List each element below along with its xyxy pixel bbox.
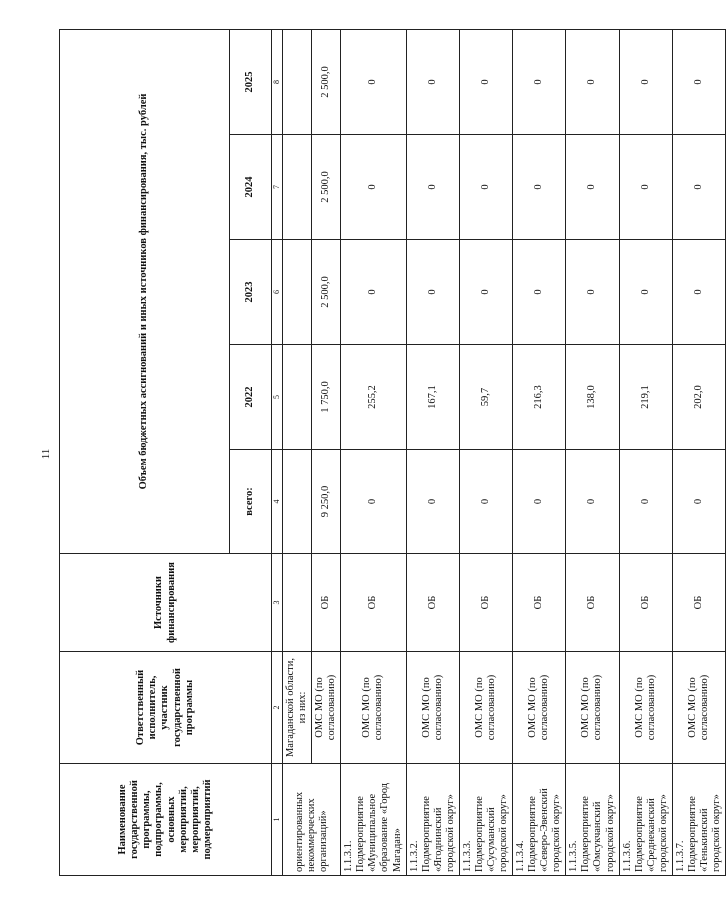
value-cell: 0 xyxy=(459,240,512,345)
row-name: 1.1.3.1. Подмероприятие «Муниципальное образование «Город Магадан» xyxy=(341,764,406,876)
row-source: ОБ xyxy=(566,554,619,652)
value-cell: 0 xyxy=(566,240,619,345)
header-col2: Ответственный исполнитель, участник государственной программы xyxy=(60,652,272,764)
index-cell: 5 xyxy=(272,345,283,450)
row-name: 1.1.3.2. Подмероприятие «Ягоднинский городской округ» xyxy=(406,764,459,876)
value-cell: 0 xyxy=(459,135,512,240)
row-source: ОБ xyxy=(672,554,725,652)
value-cell: 2 500,0 xyxy=(312,29,341,134)
table-row xyxy=(566,29,619,875)
financing-table xyxy=(59,29,726,876)
value-cell: 0 xyxy=(566,450,619,554)
value-cell: 0 xyxy=(341,135,406,240)
header-col1: Наименование государственной программы, подпрограммы, основных мероприятий, мероприятий, подмероприятий xyxy=(60,764,272,876)
value-cell: 0 xyxy=(406,240,459,345)
table-body xyxy=(341,29,726,875)
rotated-page xyxy=(59,30,722,876)
row-executor: ОМС МО (по согласованию) xyxy=(406,652,459,764)
value-cell: 0 xyxy=(672,29,725,134)
value-cell: 0 xyxy=(341,240,406,345)
table-row xyxy=(513,29,566,875)
row-name: 1.1.3.6. Подмероприятие «Среднеканский городской округ» xyxy=(619,764,672,876)
value-cell: 0 xyxy=(619,450,672,554)
index-cell: 2 xyxy=(272,652,283,764)
value-cell: 2 500,0 xyxy=(312,240,341,345)
row-executor: Магаданской области, из них: xyxy=(283,652,312,764)
value-cell: 0 xyxy=(406,29,459,134)
value-cell: 0 xyxy=(406,135,459,240)
row-source: ОБ xyxy=(341,554,406,652)
value-cell: 0 xyxy=(341,450,406,554)
value-cell: 0 xyxy=(619,135,672,240)
row-source: ОБ xyxy=(459,554,512,652)
index-row xyxy=(272,29,283,875)
row-name: ориентированных некоммерческих организаций» xyxy=(283,764,341,876)
value-cell: 0 xyxy=(341,29,406,134)
value-cell: 0 xyxy=(513,29,566,134)
table-row xyxy=(459,29,512,875)
value-cell: 0 xyxy=(566,135,619,240)
table-row xyxy=(341,29,406,875)
row-source: ОБ xyxy=(619,554,672,652)
value-cell: 0 xyxy=(513,135,566,240)
table-row xyxy=(406,29,459,875)
row-executor: ОМС МО (по согласованию) xyxy=(341,652,406,764)
index-cell: 4 xyxy=(272,450,283,554)
value-cell: 202,0 xyxy=(672,345,725,450)
table-wrapper xyxy=(59,30,722,876)
value-cell: 1 750,0 xyxy=(312,345,341,450)
value-cell: 0 xyxy=(619,240,672,345)
value-cell: 0 xyxy=(459,29,512,134)
header-year: 2022 xyxy=(230,345,272,450)
index-cell: 1 xyxy=(272,764,283,876)
header-group: Объем бюджетных ассигнований и иных источников финансирования, тыс. рублей xyxy=(60,29,230,553)
row-name: 1.1.3.4. Подмероприятие «Северо-Эвенский городской округ» xyxy=(513,764,566,876)
value-cell: 216,3 xyxy=(513,345,566,450)
value-cell: 167,1 xyxy=(406,345,459,450)
header-year: 2024 xyxy=(230,135,272,240)
header-row xyxy=(60,29,230,875)
value-cell: 59,7 xyxy=(459,345,512,450)
value-cell: 255,2 xyxy=(341,345,406,450)
row-name: 1.1.3.5. Подмероприятие «Омсукчанский городской округ» xyxy=(566,764,619,876)
empty-cell xyxy=(283,135,312,240)
row-source: ОБ xyxy=(312,554,341,652)
value-cell: 219,1 xyxy=(619,345,672,450)
value-cell: 0 xyxy=(459,450,512,554)
value-cell: 0 xyxy=(672,240,725,345)
row-executor: ОМС МО (по согласованию) xyxy=(459,652,512,764)
continuation-row-a xyxy=(283,29,312,875)
header-col3: Источники финансирования xyxy=(60,554,272,652)
index-cell: 8 xyxy=(272,29,283,134)
empty-cell xyxy=(283,345,312,450)
value-cell: 138,0 xyxy=(566,345,619,450)
header-year: 2023 xyxy=(230,240,272,345)
continuation-row-b xyxy=(312,29,341,875)
empty-cell xyxy=(283,450,312,554)
table-row xyxy=(619,29,672,875)
page-number: 11 xyxy=(40,448,52,460)
value-cell: 0 xyxy=(672,135,725,240)
row-executor: ОМС МО (по согласованию) xyxy=(619,652,672,764)
value-cell: 0 xyxy=(513,450,566,554)
empty-cell xyxy=(283,240,312,345)
value-cell: 0 xyxy=(619,29,672,134)
row-name: 1.1.3.3. Подмероприятие «Сусуманский городской округ» xyxy=(459,764,512,876)
empty-cell xyxy=(283,554,312,652)
row-source: ОБ xyxy=(406,554,459,652)
index-cell: 6 xyxy=(272,240,283,345)
row-name: 1.1.3.7. Подмероприятие «Тенькинский городской округ» xyxy=(672,764,725,876)
row-executor: ОМС МО (по согласованию) xyxy=(566,652,619,764)
value-cell: 0 xyxy=(672,450,725,554)
row-executor: ОМС МО (по согласованию) xyxy=(513,652,566,764)
value-cell: 0 xyxy=(513,240,566,345)
header-year: 2025 xyxy=(230,29,272,134)
value-cell: 0 xyxy=(406,450,459,554)
index-cell: 3 xyxy=(272,554,283,652)
table-row xyxy=(672,29,725,875)
value-cell: 9 250,0 xyxy=(312,450,341,554)
value-cell: 0 xyxy=(566,29,619,134)
index-cell: 7 xyxy=(272,135,283,240)
row-executor: ОМС МО (по согласованию) xyxy=(672,652,725,764)
header-total: всего: xyxy=(230,450,272,554)
empty-cell xyxy=(283,29,312,134)
row-source: ОБ xyxy=(513,554,566,652)
row-executor: ОМС МО (по согласованию) xyxy=(312,652,341,764)
value-cell: 2 500,0 xyxy=(312,135,341,240)
